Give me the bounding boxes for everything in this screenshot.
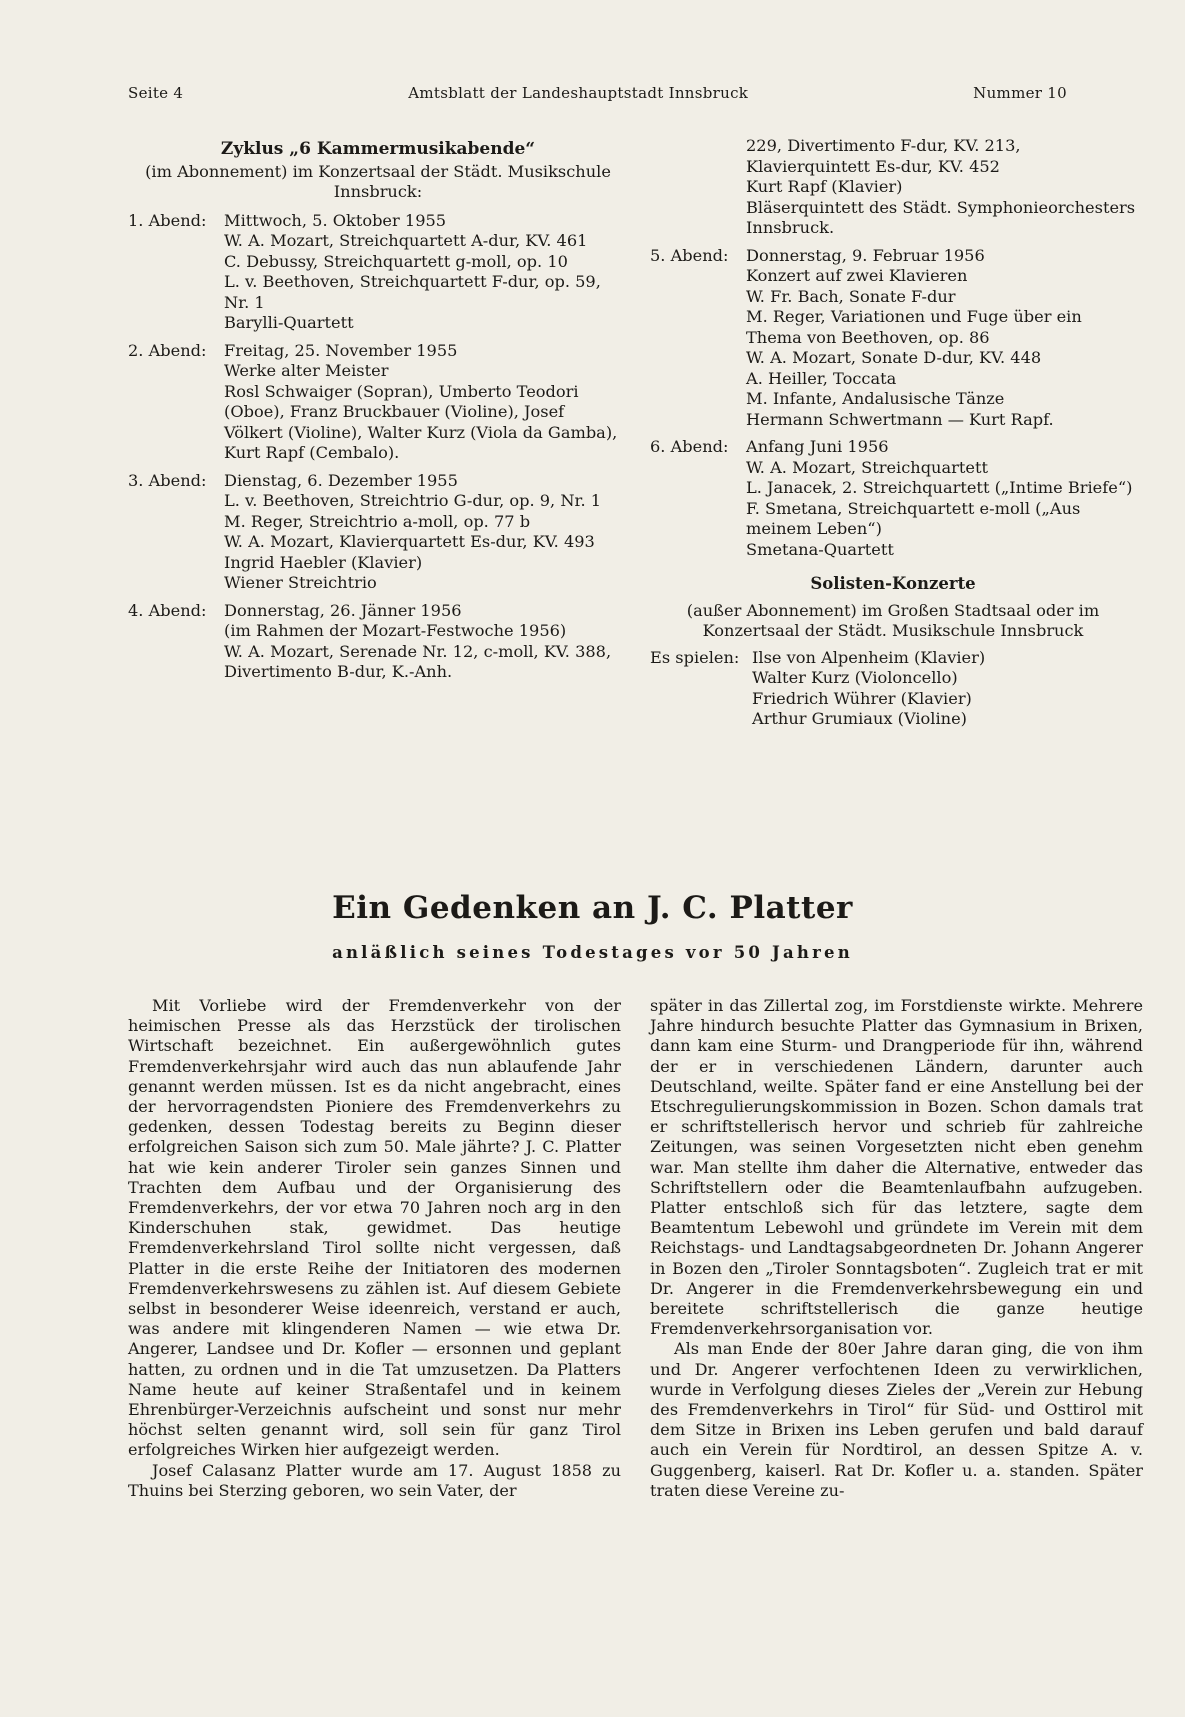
article-title: Ein Gedenken an J. C. Platter xyxy=(332,890,853,926)
evening-1 xyxy=(128,211,628,334)
article-left-column xyxy=(128,996,621,1501)
concert-cycle-left-column xyxy=(128,136,628,690)
evening-date: Freitag, 25. November 1955 xyxy=(224,340,458,360)
program-item: W. A. Mozart, Serenade Nr. 12, c-moll, KV. 388, Divertimento B-dur, K.-Anh. xyxy=(224,641,612,681)
evening-date: Donnerstag, 9. Februar 1956 xyxy=(746,245,985,265)
program-item: W. A. Mozart, Sonate D-dur, KV. 448 xyxy=(746,348,1042,367)
evening-label: 2. Abend: xyxy=(128,340,207,360)
evening-label: 5. Abend: xyxy=(650,245,729,265)
program-item: 229, Divertimento F-dur, KV. 213, Klavierquintett Es-dur, KV. 452 xyxy=(746,136,1021,176)
evening-date: Dienstag, 6. Dezember 1955 xyxy=(224,470,458,490)
performers: Hermann Schwertmann — Kurt Rapf. xyxy=(746,409,1054,429)
evening-4-continued xyxy=(650,136,1136,239)
performers: Ingrid Haebler (Klavier) xyxy=(224,552,423,572)
evening-date: Mittwoch, 5. Oktober 1955 xyxy=(224,210,447,230)
program-item: W. A. Mozart, Klavierquartett Es-dur, KV. 493 xyxy=(224,532,595,551)
article-paragraph: Als man Ende der 80er Jahre daran ging, die von ihm und Dr. Angerer verfochtenen Ideen zu verwirklichen, wurde in Verfolgung dieses Zieles der „Verein zur Hebung des Fremdenverkehrs in Tirol“ für Süd- und Osttirol mit dem Sitze in Brixen ins Leben gerufen und bald darauf auch ein Verein für Nordtirol, an dessen Spitze A. v. Guggenberg, kaiserl. Rat Dr. Kofler u. a. standen. Später traten diese Vereine zu- xyxy=(650,1339,1143,1500)
program-item: L. v. Beethoven, Streichquartett F-dur, op. 59, Nr. 1 xyxy=(224,272,601,312)
program-item: A. Heiller, Toccata xyxy=(746,368,897,388)
performers: Kurt Rapf (Klavier) xyxy=(746,177,903,196)
program-item: W. A. Mozart, Streichquartett A-dur, KV. 461 xyxy=(224,231,588,250)
article-right-column xyxy=(650,996,1143,1501)
program-item: W. Fr. Bach, Sonate F-dur xyxy=(746,286,956,306)
program-item: M. Reger, Variationen und Fuge über ein Thema von Beethoven, op. 86 xyxy=(746,307,1082,347)
evening-label: 6. Abend: xyxy=(650,437,729,456)
performers: Wiener Streichtrio xyxy=(224,573,377,592)
performers: Barylli-Quartett xyxy=(224,313,354,332)
program-item: Werke alter Meister xyxy=(224,361,389,380)
players-label: Es spielen: xyxy=(650,647,740,667)
evening-2 xyxy=(128,341,628,464)
concert-cycle-right-column xyxy=(650,136,1136,730)
program-item: M. Infante, Andalusische Tänze xyxy=(746,389,1005,408)
evening-date: Anfang Juni 1956 xyxy=(746,437,889,456)
soloist: Ilse von Alpenheim (Klavier) xyxy=(752,647,986,667)
soloist: Walter Kurz (Violoncello) xyxy=(752,668,958,687)
program-item: F. Smetana, Streichquartett e-moll („Aus meinem Leben“) xyxy=(746,498,1081,538)
program-note: (im Rahmen der Mozart-Festwoche 1956) xyxy=(224,621,567,640)
soloists-title: Solisten-Konzerte xyxy=(810,574,976,593)
program-item: L. Janacek, 2. Streichquartett („Intime Briefe“) xyxy=(746,478,1133,497)
article-paragraph: Mit Vorliebe wird der Fremdenverkehr von der heimischen Presse als das Herzstück der tirolischen Wirtschaft bezeichnet. Ein außergewöhnlich gutes Fremdenverkehrsjahr wird auch das nun ablaufende Jahr genannt werden müssen. Ist es da nicht angebracht, eines der hervorragendsten Pioniere des Fremdenverkehrs zu gedenken, dessen Todestag bereits zu Beginn dieser erfolgreichen Saison sich zum 50. Male jährte? J. C. Platter hat wie kein anderer Tiroler sein ganzes Sinnen und Trachten dem Aufbau und der Organisierung des Fremdenverkehrs, der vor etwa 70 Jahren noch arg in den Kinderschuhen stak, gewidmet. Das heutige Fremdenverkehrsland Tirol sollte nicht vergessen, daß Platter in die erste Reihe der Initiatoren des modernen Fremdenverkehrswesens zu zählen ist. Auf diesem Gebiete selbst in besonderer Weise ideenreich, verstand er auch, was andere mit klingenderen Namen — wie etwa Dr. Angerer, Landsee und Dr. Kofler — ersonnen und geplant hatten, zu ordnen und in die Tat umzusetzen. Da Platters Name heute auf keiner Straßentafel und in keinem Ehrenbürger-Verzeichnis aufscheint und sonst nur mehr höchst selten genannt wird, soll sein für ganz Tirol erfolgreiches Wirken hier aufgezeigt werden. xyxy=(128,996,621,1460)
program-item: C. Debussy, Streichquartett g-moll, op. 10 xyxy=(224,251,568,271)
article-paragraph: später in das Zillertal zog, im Forstdienste wirkte. Mehrere Jahre hindurch besuchte Platter das Gymnasium in Brixen, dann kam eine Sturm- und Drangperiode für ihn, während der er in verschiedenen Ländern, darunter auch Deutschland, weilte. Später fand er eine Anstellung bei der Etschregulierungskommission in Bozen. Schon damals trat er schriftstellerisch hervor und schrieb für zahlreiche Zeitungen, was seinen Vorgesetzten nicht eben genehm war. Man stellte ihm daher die Alternative, entweder das Schriftstellern oder die Beamtenlaufbahn aufzugeben. Platter entschloß sich für das letztere, sagte dem Beamtentum Lebewohl und gründete im Verein mit dem Reichstags- und Landtagsabgeordneten Dr. Johann Angerer in Bozen den „Tiroler Sonntagsboten“. Zugleich trat er mit Dr. Angerer in die Fremdenverkehrsbewegung ein und bereitete schriftstellerisch die ganze heutige Fremdenverkehrsorganisation vor. xyxy=(650,996,1143,1339)
performers: Smetana-Quartett xyxy=(746,539,894,559)
evening-label: 4. Abend: xyxy=(128,600,207,620)
issue-number: Nummer 10 xyxy=(973,84,1067,102)
soloists-subtitle: (außer Abonnement) im Großen Stadtsaal oder im Konzertsaal der Städt. Musikschule Innsbruck xyxy=(686,600,1100,640)
cycle-subtitle: (im Abonnement) im Konzertsaal der Städt. Musikschule Innsbruck: xyxy=(145,161,611,201)
performers: Rosl Schwaiger (Sopran), Umberto Teodori (Oboe), Franz Bruckbauer (Violine), Josef Völkert (Violine), Walter Kurz (Viola da Gamba), Kurt Rapf (Cembalo). xyxy=(224,381,618,462)
evening-3 xyxy=(128,471,628,594)
program-note: Konzert auf zwei Klavieren xyxy=(746,266,968,285)
publication-title: Amtsblatt der Landeshauptstadt Innsbruck xyxy=(408,84,749,102)
page-number: Seite 4 xyxy=(128,84,184,102)
article-paragraph: Josef Calasanz Platter wurde am 17. August 1858 zu Thuins bei Sterzing geboren, wo sein Vater, der xyxy=(128,1460,621,1500)
evening-6 xyxy=(650,437,1136,560)
evening-5 xyxy=(650,246,1136,431)
program-item: M. Reger, Streichtrio a-moll, op. 77 b xyxy=(224,511,531,531)
soloist: Friedrich Wührer (Klavier) xyxy=(752,688,972,708)
cycle-title: Zyklus „6 Kammermusikabende“ xyxy=(220,139,536,159)
evening-label: 1. Abend: xyxy=(128,210,207,230)
program-item: L. v. Beethoven, Streichtrio G-dur, op. 9, Nr. 1 xyxy=(224,491,602,510)
evening-4 xyxy=(128,601,628,683)
evening-label: 3. Abend: xyxy=(128,470,207,490)
performers: Bläserquintett des Städt. Symphonieorchesters Innsbruck. xyxy=(746,197,1136,237)
article-subtitle: anläßlich seines Todestages vor 50 Jahren xyxy=(332,943,853,962)
soloist: Arthur Grumiaux (Violine) xyxy=(752,709,967,728)
evening-date: Donnerstag, 26. Jänner 1956 xyxy=(224,600,462,620)
soloists-list xyxy=(650,648,1136,730)
running-head xyxy=(128,84,1067,102)
program-item: W. A. Mozart, Streichquartett xyxy=(746,457,988,477)
